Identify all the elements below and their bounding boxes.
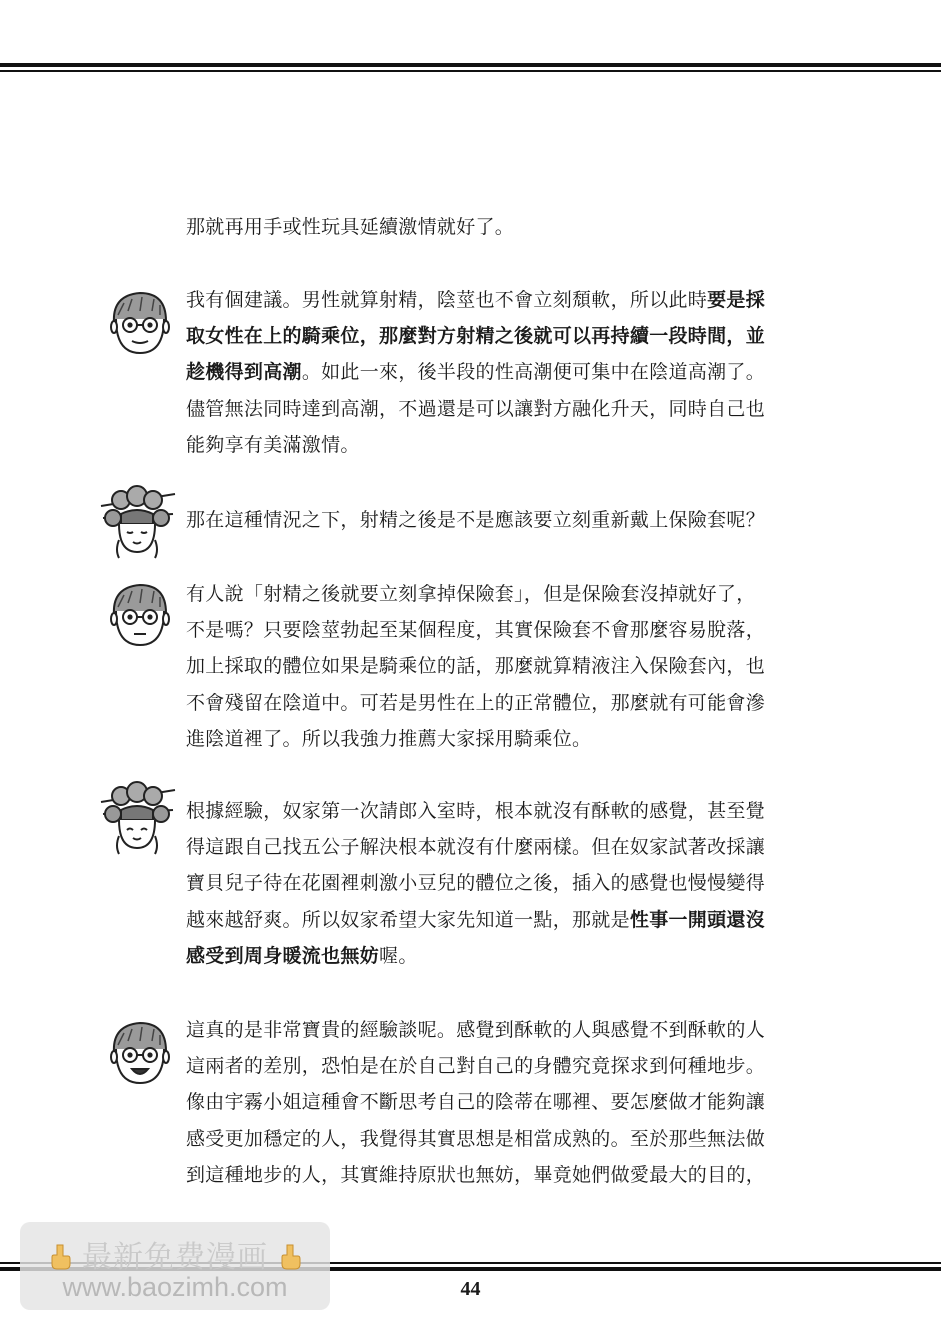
text-line bbox=[186, 829, 834, 865]
doctor-avatar-icon bbox=[100, 1011, 180, 1091]
text-line bbox=[186, 576, 834, 612]
watermark-title-row bbox=[20, 1232, 330, 1276]
doctor-avatar-icon bbox=[100, 281, 180, 361]
text-line bbox=[186, 391, 834, 427]
text-line bbox=[186, 685, 834, 721]
text-segment: 不是嗎？只要陰莖勃起至某個程度，其實保險套不會那麼容易脫落， bbox=[186, 619, 766, 642]
paragraph-4 bbox=[186, 576, 834, 757]
text-segment: 那在這種情況之下，射精之後是不是應該要立刻重新戴上保險套呢？ bbox=[186, 509, 766, 531]
text-segment: 儘管無法同時達到高潮，不過還是可以讓對方融化升天，同時自己也 bbox=[186, 397, 766, 420]
paragraph-5 bbox=[186, 793, 834, 974]
pointing-hand-icon bbox=[279, 1244, 301, 1270]
text-line bbox=[186, 502, 834, 538]
text-line bbox=[186, 354, 834, 390]
bold-text-segment: 感受到周身暖流也無妨 bbox=[186, 944, 380, 967]
text-segment: 有人說「射精之後就要立刻拿掉保險套」，但是保險套沒掉就好了， bbox=[186, 583, 756, 605]
text-line bbox=[186, 282, 834, 318]
text-segment: 不會殘留在陰道中。可若是男性在上的正常體位，那麼就有可能會滲 bbox=[186, 691, 766, 714]
text-line bbox=[186, 209, 834, 245]
doctor-avatar-icon bbox=[100, 573, 180, 653]
text-segment: 進陰道裡了。所以我強力推薦大家採用騎乘位。 bbox=[186, 727, 592, 750]
bold-text-segment: 性事一開頭還沒 bbox=[629, 908, 766, 931]
text-line bbox=[186, 1084, 834, 1120]
text-segment: 寶貝兒子待在花園裡刺激小豆兒的體位之後，插入的感覺也慢慢變得 bbox=[186, 872, 766, 895]
bold-text-segment: 要是採 bbox=[707, 289, 766, 311]
text-segment: 感受更加穩定的人，我覺得其實思想是相當成熟的。至於那些無法做 bbox=[186, 1127, 766, 1150]
bold-text-segment: 取女性在上的騎乘位，那麼對方射精之後就可以再持續一段時間，並 bbox=[186, 325, 766, 348]
text-segment: 像由宇霧小姐這種會不斷思考自己的陰蒂在哪裡、要怎麼做才能夠讓 bbox=[186, 1091, 766, 1114]
text-segment: 越來越舒爽。所以奴家希望大家先知道一點，那就是 bbox=[186, 908, 630, 931]
text-segment: 喔。 bbox=[379, 944, 418, 967]
text-segment: 根據經驗，奴家第一次請郎入室時，根本就沒有酥軟的感覺，甚至覺 bbox=[186, 800, 766, 822]
text-segment: 這真的是非常寶貴的經驗談呢。感覺到酥軟的人與感覺不到酥軟的人 bbox=[186, 1019, 766, 1041]
text-line bbox=[186, 1121, 834, 1157]
text-line bbox=[186, 721, 834, 757]
text-line bbox=[186, 865, 834, 901]
watermark[interactable] bbox=[20, 1222, 330, 1310]
text-segment: 這兩者的差別，恐怕是在於自己對自己的身體究竟探求到何種地步。 bbox=[186, 1055, 766, 1078]
paragraph-3 bbox=[186, 502, 834, 538]
geisha-avatar-icon bbox=[97, 484, 177, 564]
top-rule-thin bbox=[0, 70, 941, 72]
text-line bbox=[186, 1012, 834, 1048]
text-line bbox=[186, 612, 834, 648]
text-segment: 。如此一來，後半段的性高潮便可集中在陰道高潮了。 bbox=[301, 361, 766, 384]
text-segment: 能夠享有美滿激情。 bbox=[186, 433, 360, 456]
text-line bbox=[186, 648, 834, 684]
text-segment: 我有個建議。男性就算射精，陰莖也不會立刻頹軟，所以此時 bbox=[186, 289, 708, 311]
text-segment: 到這種地步的人，其實維持原狀也無妨，畢竟她們做愛最大的目的， bbox=[186, 1163, 766, 1186]
text-segment: 得這跟自己找五公子解決根本就沒有什麼兩樣。但在奴家試著改採讓 bbox=[186, 836, 766, 859]
paragraph-1 bbox=[186, 209, 834, 245]
text-line bbox=[186, 318, 834, 354]
paragraph-2 bbox=[186, 282, 834, 463]
text-line bbox=[186, 902, 834, 938]
text-line bbox=[186, 427, 834, 463]
geisha-avatar-icon bbox=[97, 780, 177, 860]
watermark-url[interactable]: www.baozimh.com bbox=[62, 1272, 288, 1302]
page-number: 44 bbox=[460, 1278, 481, 1300]
text-line bbox=[186, 793, 834, 829]
watermark-title: 最新免费漫画 bbox=[82, 1240, 268, 1275]
paragraph-6 bbox=[186, 1012, 834, 1193]
top-rule-thick bbox=[0, 63, 941, 67]
bold-text-segment: 趁機得到高潮 bbox=[186, 361, 302, 384]
pointing-hand-icon bbox=[49, 1244, 71, 1270]
text-segment: 那就再用手或性玩具延續激情就好了。 bbox=[186, 216, 515, 238]
text-line bbox=[186, 1048, 834, 1084]
text-line bbox=[186, 1157, 834, 1193]
text-line bbox=[186, 938, 834, 974]
text-segment: 加上採取的體位如果是騎乘位的話，那麼就算精液注入保險套內，也 bbox=[186, 655, 766, 678]
